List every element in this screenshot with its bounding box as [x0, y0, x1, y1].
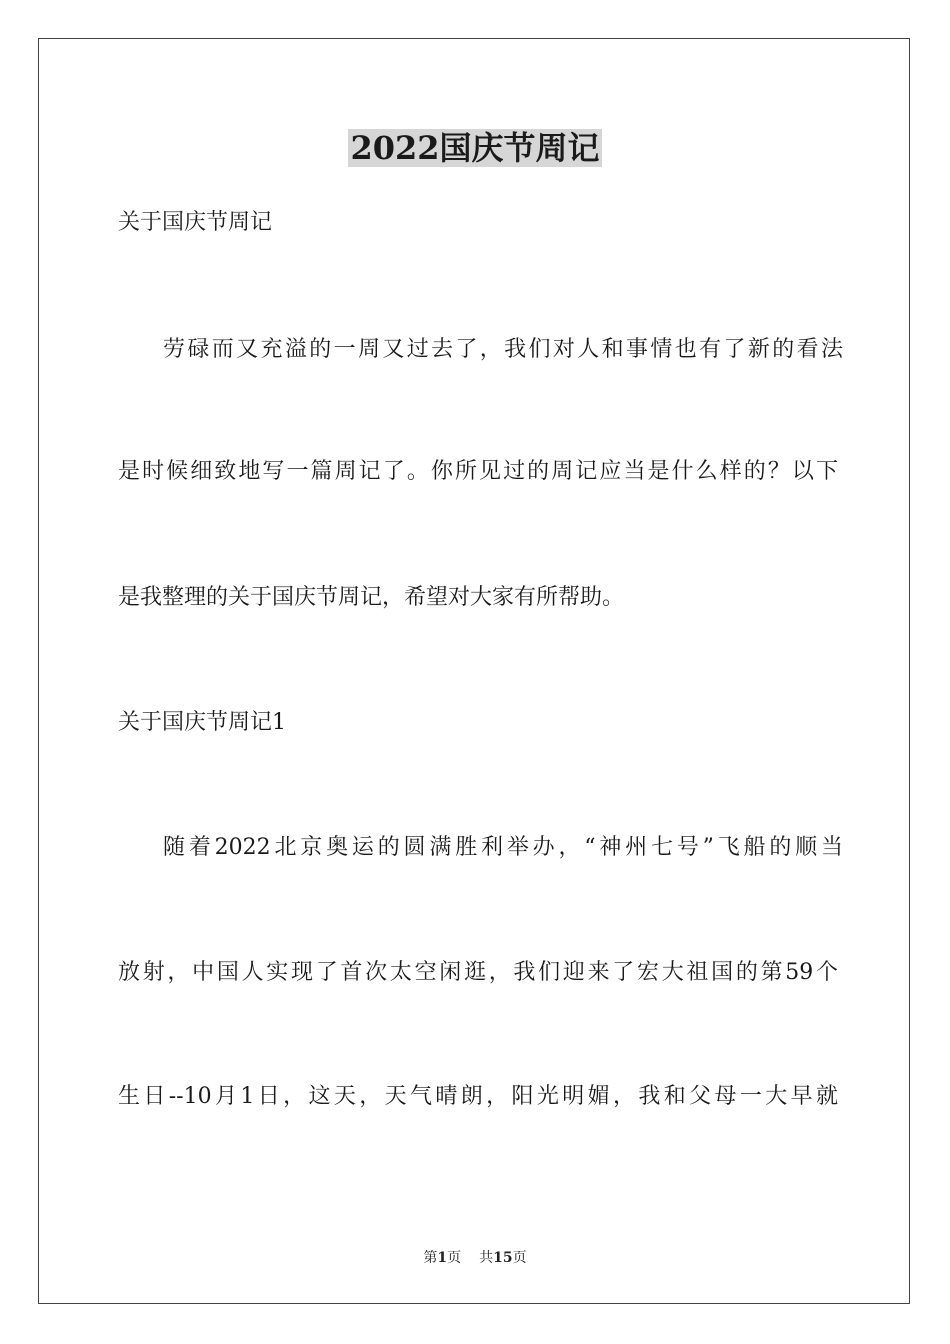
footer-page-number: 1	[437, 1250, 448, 1266]
section-heading: 关于国庆节周记1	[118, 710, 286, 735]
paragraph-line-5: 放射，中国人实现了首次太空闲逛，我们迎来了宏大祖国的第59个	[118, 960, 838, 985]
footer-total-prefix: 共	[479, 1250, 494, 1266]
paragraph-line-4: 随着2022北京奥运的圆满胜利举办，“神州七号”飞船的顺当	[163, 835, 843, 860]
document-title-text: 2022国庆节周记	[350, 129, 600, 167]
paragraph-line-6: 生日--10月1日，这天，天气晴朗，阳光明媚，我和父母一大早就	[118, 1084, 838, 1109]
paragraph-line-3: 是我整理的关于国庆节周记，希望对大家有所帮助。	[118, 585, 625, 610]
footer-total-suffix: 页	[512, 1250, 527, 1266]
footer-page-prefix: 第	[423, 1250, 438, 1266]
document-title	[0, 126, 950, 170]
page-footer	[0, 1248, 950, 1268]
paragraph-line-1: 劳碌而又充溢的一周又过去了，我们对人和事情也有了新的看法	[163, 337, 843, 362]
paragraph-line-2: 是时候细致地写一篇周记了。你所见过的周记应当是什么样的？以下	[118, 459, 838, 484]
footer-total-pages: 15	[493, 1250, 513, 1266]
footer-page-suffix: 页	[447, 1250, 462, 1266]
subtitle-line: 关于国庆节周记	[118, 210, 273, 235]
